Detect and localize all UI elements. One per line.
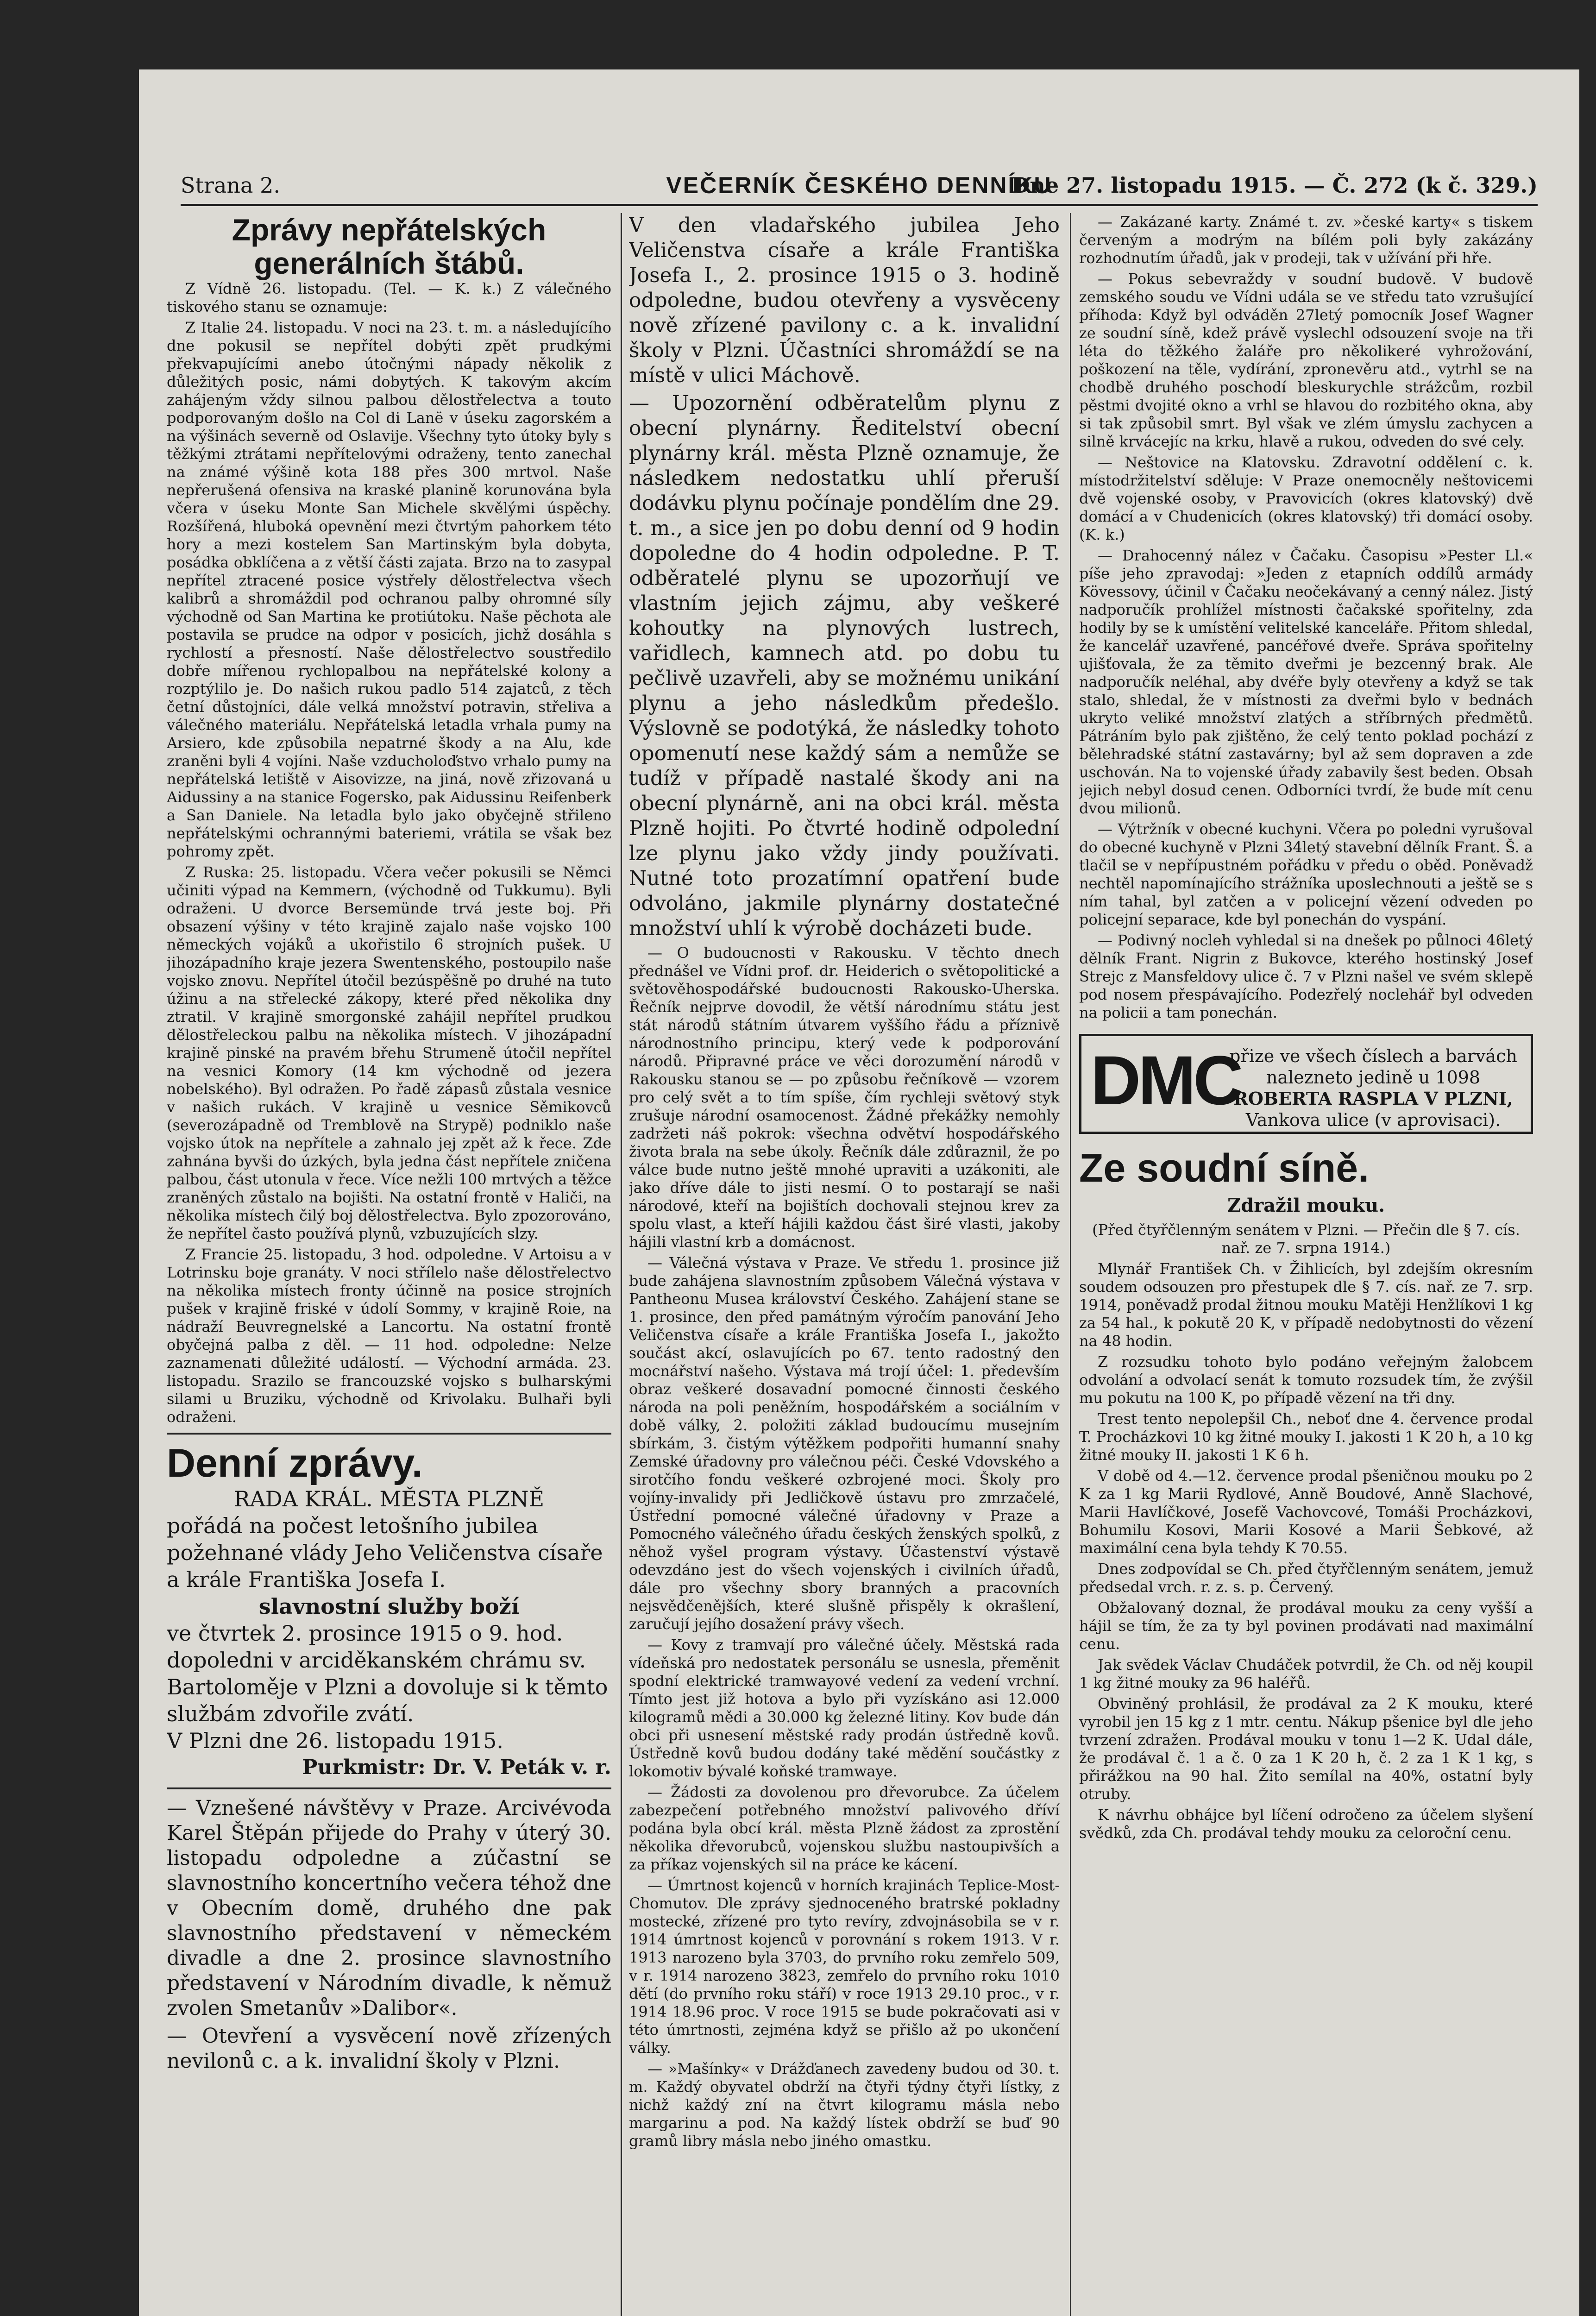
article-paragraph: — Drahocenný nález v Čačaku. Časopisu »Pester Ll.« píše jeho zpravodaj: »Jeden z etapních oddílů armády Kövessovy, účinil v Čačaku neočekávaný a cenný nález. Jistý nadporučík prohlížel místnosti čačakské spořitelny, zda hodily by se k umístění velitelské kanceláře. Přitom shledal, že kancelář uzavřené, pancéřové dveře. Správa spořitelny ujišťovala, že za těmito dveřmi je bezcenný brak. Ale nadporučík neléhal, aby dvéře byly otevřeny a když se tak stalo, shledal, že v místnosti za dveřmi bylo v bednách ukryto veliké množství zlatých a stříbrných předmětů. Pátráním bylo pak zjištěno, že celý tento poklad pochází z bělehradské státní zastavárny; byl až sem dopraven a zde uschován. Na to vojenské úřady zabavily šest beden. Obsah jejich nebyl dosud cenen. Odborníci tvrdí, že bude mít cenu dvou milionů. — [1079, 547, 1533, 817]
article-paragraph: — Válečná výstava v Praze. Ve středu 1. prosince již bude zahájena slavnostním způsobem Válečná výstava v Pantheonu Musea království Českého. Zahájení stane se 1. prosince, den před památným výročím panování Jeho Veličenstva císaře a krále Františka Josefa I., jakožto součást akcí, oslavujících po 67. tento radostný den mocnářství našeho. Výstava má trojí účel: 1. především obraz veškeré dosavadní pomocné činnosti českého národa na poli peněžním, hospodářském a sociálním v době války, 2. položiti základ budoucímu musejním sbírkám, 3. čistým výtěžkem podpořiti humanní snahy Zemské úřadovny pro válečnou péči. České Vdovského a sirotčího fondu veškeré ozbrojené moci. Školy pro vojíny-invalidy při Jedličkově ústavu pro zmrzačelé, Ústřední pomocné válečné úřadovny v Praze a Pomocného válečného úřadu českých ženských spolků, z něhož vyšel program výstavy. Účastenství výstavě odevzdáno jest do všech vojenských i civilních úřadů, dále pro všechny sbory branných a pracovních nejsvědčenějších, které slušně přispěly k okrašlení, zaručují jejího dosažení právy všech. — [629, 1254, 1060, 1633]
notice-date: V Plzni dne 26. listopadu 1915. — [167, 1728, 503, 1753]
column-1 — [167, 213, 611, 2316]
column-rule — [621, 213, 622, 2316]
article-paragraph: Jak svědek Václav Chudáček potvrdil, že Ch. od něj koupil 1 kg žitné mouky za 96 haléřů. — [1079, 1656, 1533, 1692]
article-paragraph: Obžalovaný doznal, že prodával mouku za ceny vyšší a hájil se tím, že za ty byl povinen prodávati nad maximální cenu. — [1079, 1599, 1533, 1653]
section-title: Denní zprávy. — [167, 1441, 423, 1485]
article-paragraph: Z Ruska: 25. listopadu. Včera večer pokusili se Němci učiniti výpad na Kemmern, (východně od Tukkumu). Byli odraženi. U dvorce Bersemünde trvá jeste boj. Při obsazení výšiny v této krajině zajalo naše vojsko 100 německých vojáků a ukořistilo 6 strojních pušek. U jihozápadního kraje jezera Swentenského, postoupilo naše vojsko znovu. Nepřítel útočil bezúspěšně po druhé na tuto úžinu a na střelecké zákopy, které před několika dny ztratil. V krajině smorgonské zahájil nepřítel prudkou dělostřeleckou palbu na několika místech. V jihozápadní krajině pinské na pravém břehu Strumeně útočil nepřítel na vesnici Komory (14 km východně od jezera nobelského). Byl odražen. Po řadě zápasů zůstala vesnice v našich rukách. V krajině u vesnice Sěmikovců (severozápadně od Tremblově na Strypě) podniklo naše vojsko útok na nepřítele a zahnalo jej zpět až k řece. Zde zahnána byvši do úzkých, byla jedna část nepřítele zničena palbou, část utonula v řece. Více nežli 100 mrtvých a těžce zraněných zůstalo na bojišti. Na ostatní frontě v Haliči, na několika místech čilý boj dělostřelectva. Bylo zpozorováno, že nepřítel často používá plynů, vzbuzujících slzy. — [167, 863, 611, 1242]
article-paragraph: Z rozsudku tohoto bylo podáno veřejným žalobcem odvolání a odvolací senát k tomuto rozsudek tím, že zvýšil mu pokutu na 100 K, po případě vězení na tři dny. — [1079, 1353, 1533, 1407]
article-paragraph: Trest tento nepolepšil Ch., neboť dne 4. července prodal T. Procházkovi 10 kg žitné mouky I. jakosti 1 K 20 h, a 10 kg žitné mouky II. jakosti 1 K 6 h. — [1079, 1410, 1533, 1464]
article-paragraph: — Otevření a vysvěcení nově zřízených nevilonů c. a k. invalidní školy v Plzni. — [167, 2024, 611, 2073]
article-title: Zprávy nepřátelských generálních štábů. — [232, 213, 547, 280]
ad-text — [1220, 1045, 1526, 1131]
column-3 — [1079, 213, 1533, 2316]
notice-title: RADA KRÁL. MĚSTA PLZNĚ — [233, 1486, 545, 1511]
divider — [167, 1433, 611, 1435]
ad-line: přize ve všech číslech a barvách — [1229, 1046, 1517, 1066]
article-paragraph: (Před čtyřčlenným senátem v Plzni. — Přečin dle § 7. cís. nař. ze 7. srpna 1914.) — [1092, 1221, 1520, 1257]
notice-text: ve čtvrtek 2. prosince 1915 o 9. hod. dopoledni v arciděkanském chrámu sv. Bartoloměje v Plzni a dovoluje si k těmto službám zdvořile zvátí. — [167, 1621, 608, 1726]
article-paragraph: — »Mašínky« v Drážďanech zavedeny budou od 30. t. m. Každý obyvatel obdrží na čtyři týdny čtyři lístky, z nichž každý zní na čtvrt kilogramu másla nebo margarinu a pod. Na každý lístek obdrží se buď 90 gramů libry másla nebo jiného omastku. — [629, 2060, 1060, 2150]
article-paragraph: — Vznešené návštěvy v Praze. Arcivévoda Karel Štěpán přijede do Prahy v úterý 30. listopadu odpoledne a zúčastní se slavnostního koncertního večera téhož dne v Obecním domě, druhého dne pak slavnostního představení v německém divadle a dne 2. prosince slavnostního představení v Národním divadle, k němuž zvolen Smetanův »Dalibor«. — [167, 1796, 611, 2020]
ad-line: nalezneto jedině u 1098 — [1266, 1067, 1481, 1088]
article-subtitle: Zdražil mouku. — [1227, 1195, 1385, 1216]
article-paragraph: Z Vídně 26. listopadu. (Tel. — K. k.) Z válečného tiskového stanu se oznamuje: — [167, 280, 611, 315]
notice-signature: Purkmistr: Dr. V. Peták v. r. — [302, 1756, 611, 1779]
article-paragraph: — Výtržník v obecné kuchyni. Včera po poledni vyrušoval do obecné kuchyně v Plzni 34letý stavební dělník Frant. Š. a tlačil se v nepřípustném pořádku v předu o oběd. Poněvadž nechtěl napomínajícího strážníka uposlechnouti a ještě se s ním tahal, byl zatčen a v policejní vězení odveden po policejní separace, kde byl ponechán do vyspání. — [1079, 820, 1533, 928]
newspaper-page — [139, 69, 1579, 2316]
page-number: Strana 2. — [181, 173, 280, 198]
article-paragraph: — Zakázané karty. Známé t. zv. »české karty« s tiskem červeným a modrým na bílém poli byly zakázány rozhodnutím úřadů, jak v prodeji, tak v užívání při hře. — [1079, 213, 1533, 267]
article-paragraph: — Úmrtnost kojenců v horních krajinách Teplice-Most-Chomutov. Dle zprávy sjednoceného bratrské pokladny mostecké, zřízené pro tyto revíry, zdvojnásobila se v r. 1914 úmrtnost kojenců v porovnání s rokem 1913. V r. 1913 narozeno byla 3703, do prvního roku zemřelo 509, v r. 1914 narozeno 3823, zemřelo do prvního roku 1010 dětí (do prvního roku stáří) v roce 1913 29.10 proc., v r. 1914 18.96 proc. V roce 1915 se bude pokračovati asi v této úmrtnosti, zejména když se přišlo až po ukončení války. — [629, 1876, 1060, 2057]
official-notice — [167, 1485, 611, 1781]
article-paragraph: Z Francie 25. listopadu, 3 hod. odpoledne. V Artoisu a v Lotrinsku boje granáty. V noci střílelo naše dělostřelectvo na několika místech fronty účinně na posice strojních pušek v krajině friské v údolí Sommy, v krajině Roie, na nádraží Beuvregnelské a Lancortu. Na ostatní frontě obyčejná palba z děl. — 11 hod. odpoledne: Nelze zaznamenati důležité událostí. — Východní armáda. 23. listopadu. Srazilo se francouzské vojsko s bulharskými silami u Bruziku, východně od Krivolaku. Bulhaři byli odraženi. — [167, 1246, 611, 1426]
newspaper-title: VEČERNÍK ČESKÉHO DENNÍKU — [666, 172, 1052, 198]
ad-line: Vankova ulice (v aprovisaci). — [1245, 1110, 1501, 1130]
column-2 — [629, 213, 1060, 2316]
article-paragraph: Dnes zodpovídal se Ch. před čtyřčlenným senátem, jemuž předsedal vrch. r. z. s. p. Červený. — [1079, 1560, 1533, 1596]
notice-subtitle: slavnostní služby boží — [258, 1594, 520, 1619]
article-paragraph: Mlynář František Ch. v Žihlicích, byl zdejším okresním soudem odsouzen pro přestupek dle § 7. cís. nař. ze 7. srp. 1914, poněvadž prodal žitnou mouku Matěji Henžlíkovi 1 kg za 54 hal., k pokutě 20 K, v případě nedobytnosti do vězení na 48 hodin. — [1079, 1260, 1533, 1350]
divider — [167, 1787, 611, 1789]
ad-line: ROBERTA RASPLA V PLZNI, — [1233, 1088, 1513, 1109]
article-paragraph: — O budoucnosti v Rakousku. V těchto dnech přednášel ve Vídni prof. dr. Heiderich o světopolitické a světověhospodářské budoucnosti Rakousko-Uherska. Řečník nejprve dovodil, že větší národnímu státu jest stát národů státním útvarem vyššího řádu a příznivě národnostního principu, který vede k podporování národů. Připravné práce ve věci dorozumění národů v Rakousku stanou se — po způsobu řečníkově — vzorem pro celý svět a to tím spíše, čím rychleji světový styk zrušuje národní osamocenost. Žádné překážky nemohly zadržeti náš pokrok: všechna odvětví hospodářského života brala na sebe úkoly. Řečník dále zdůraznil, že po válce bude nutno ještě mnohé upraviti a uzákoniti, ale jako dříve dále to jisti nesmí. O to postarají se naši národové, kteří na bojištích dochovali stejnou krev za spolu vlast, a kteří hájili každou část širé vlasti, jakoby hájili vlastní krb a domácnost. — [629, 944, 1060, 1251]
issue-date: Dne 27. listopadu 1915. — Č. 272 (k č. 329.) — [1011, 173, 1538, 198]
page-header — [181, 162, 1538, 206]
column-rule — [1070, 213, 1071, 2316]
article-paragraph: — Podivný nocleh vyhledal si na dnešek po půlnoci 46letý dělník Frant. Nigrin z Bukovce, kterého hostinský Josef Strejc z Mansfeldovy ulice č. 7 v Plzni našel ve svém sklepě pod nosem přespávajícího. Podezřelý noclehář byl odveden na policii a tam ponechán. — [1079, 931, 1533, 1021]
ad-logo: DMC — [1091, 1041, 1241, 1119]
advertisement — [1079, 1034, 1533, 1134]
article-paragraph: Z Italie 24. listopadu. V noci na 23. t. m. a následujícího dne pokusil se nepřítel dobýti zpět prudkými překvapujícími anebo útočnými nápady několik z důležitých posic, námi dobytých. K takovým akcím zahájeným vždy silnou palbou dělostřelectva a touto podporovaným došlo na Col di Lanë v úseku zagorském a na výšinách severně od Oslavije. Všechny tyto útoky byly s těžkými ztrátami nepřítelovými odraženy, tento zanechal na známé výšině kota 188 přes 300 mrtvol. Naše nepřerušená ofensiva na kraské planině korunována byla včera v úseku Monte San Michele skvělými úspěchy. Rozšířená, hluboká opevnění mezi čtvrtým pahorkem této hory a mezi kostelem San Martinským byla dobyta, posádka obklíčena a z větší části zajata. Brzo na to zasypal nepřítel ztracené posice výstřely dělostřelectva všech kalibrů a shromáždil pod ochranou palby ohromné síly východně od San Martina ke protiútoku. Naše pěchota ale postavila se prudce na odpor v posicích, jichž dosáhla s rychlostí a přesností. Naše dělostřelectvo soustředilo dobře mířenou rychlopalbou na nepřátelské kolony a rozptýlilo je. Do našich rukou padlo 514 zajatců, z těch četní důstojníci, dále velká množství potravin, střeliva a válečného materiálu. Nepřátelská letadla vrhala pumy na Arsiero, kde způsobila nepatrné škody a na Alu, kde zraněni byli 4 vojíni. Naše vzducholoďstvo vrhalo pumy na nepřátelská letiště v Aisovizze, na jiná, nově zřizovaná u Aidussiny a na stanice Fogersko, pak Aidussinu Reifenberk a San Daniele. Na letadla bylo jako obyčejně střileno nepřátelskými ochrannými bateriemi, vrátila se však bez pohromy zpět. — [167, 319, 611, 860]
article-paragraph: K návrhu obhájce byl líčení odročeno za účelem slyšení svědků, zda Ch. prodával tehdy mouku za celoroční cenu. — [1079, 1806, 1533, 1842]
article-paragraph: — Pokus sebevraždy v soudní budově. V budově zemského soudu ve Vídni udála se ve středu tato vzrušující příhoda: Když byl odváděn 27letý pomocník Josef Wagner ze soudní síně, kdež právě vyslechl odsouzení svoje na tři léta do těžkého žaláře pro několikeré vyhrožování, poškození na těle, vydírání, zpronevěru atd., vytrhl se na chodbě druhého poschodí bleskurychle strážcům, rozbil pěstmi dvojité okno a vrhl se hlavou do rozbitého okna, aby si tak způsobil smrt. Byl však ve zlém úmyslu zachycen a silně krvácejíc na krku, hlavě a rukou, odveden do své cely. — [1079, 270, 1533, 450]
article-paragraph: — Neštovice na Klatovsku. Zdravotní oddělení c. k. místodržitelství sděluje: V Praze onemocněly neštovicemi dvě vojenské osoby, v Pravovicích (okres klatovský) dvě domácí a v Chudenicích (okres klatovský) tři domácí osoby. (K. k.) — [1079, 453, 1533, 543]
article-paragraph: V době od 4.—12. července prodal pšeničnou mouku po 2 K za 1 kg Marii Rydlové, Anně Boudové, Anně Slachové, Marii Havlíčkové, Josefě Vachovcové, Tomáši Procházkovi, Bohumilu Kosovi, Marii Kosové a Marii Šebkové, až maximální cena byla tehdy K 70.55. — [1079, 1467, 1533, 1557]
article-paragraph: V den vladařského jubilea Jeho Veličenstva císaře a krále Františka Josefa I., 2. prosince 1915 o 3. hodině odpoledne, budou otevřeny a vysvěceny nově zřízené pavilony c. a k. invalidní školy v Plzni. Účastníci shromáždí se na místě v ulici Máchově. — [629, 214, 1060, 387]
article-paragraph: Obviněný prohlásil, že prodával za 2 K mouku, které vyrobil jen 15 kg z 1 mtr. centu. Nákup pšenice byl dle jeho tvrzení zdražen. Prodával mouku v tonu 1—2 K. Udal dále, že prodával č. 1 a č. 0 za 1 K 20 h, č. 2 za 1 K 1 kg, s přirážkou na 90 hal. Žito semílal na 40%, ostatní byly otruby. — [1079, 1695, 1533, 1803]
section-title: Ze soudní síně. — [1079, 1146, 1369, 1190]
article-paragraph: — Kovy z tramvají pro válečné účely. Městská rada vídeňská pro nedostatek personálu se usnesla, přeměnit spodní elektrické tramwayové vedení za vedení vrchní. Tímto jest již hotova a bylo při vyzískáno asi 12.000 kilogramů mědi a 30.000 kg železné litiny. Kov bude dán obci při usnesení městské rady prodán ústředně kovů. Ústředně kovů budou dodány také mědění součástky z lokomotiv bývalé koňské tramwaye. — [629, 1636, 1060, 1780]
notice-text: pořádá na počest letošního jubilea požehnané vlády Jeho Veličenstva císaře a krále Františka Josefa I. — [167, 1513, 603, 1592]
article-paragraph: — Žádosti za dovolenou pro dřevorubce. Za účelem zabezpečení potřebného množství palivového dříví podána byla obcí král. města Plzně žádost za zprostění několika dřevorubců, vojenskou službu nastoupivších a za příkaz vojenských sil na práce ke kácení. — [629, 1783, 1060, 1873]
article-paragraph: — Upozornění odběratelům plynu z obecní plynárny. Ředitelství obecní plynárny král. města Plzně oznamuje, že následkem nedostatku uhlí přeruší dodávku plynu počínaje pondělím dne 29. t. m., a sice jen po dobu denní od 9 hodin dopoledne do 4 hodin odpoledne. P. T. odběratelé plynu se upozorňují ve vlastním jejich zájmu, aby veškeré kohoutky na plynových lustrech, vařidlech, kamnech atd. po dobu tu pečlivě uzavřeli, aby se možnému unikání plynu a jeho následkům předešlo. Výslovně se podotýká, že následky tohoto opomenutí nese každý sám a nemůže se tudíž v případě nastalé škody ani na obecní plynárně, ani na obci král. města Plzně hojiti. Po čtvrté hodině odpolední lze plynu jako vždy jindy používati. Nutné toto prozatímní opatření bude odvoláno, jakmile plynárny dostatečné množství uhlí k výrobě docházeti bude. — [629, 391, 1060, 940]
